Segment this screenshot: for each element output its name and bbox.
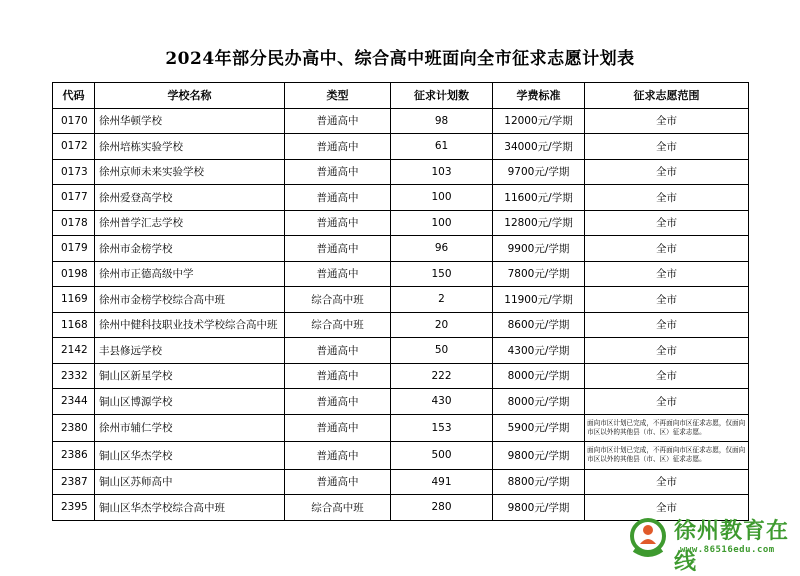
cell-fee: 4300元/学期 <box>493 338 585 364</box>
cell-code: 2380 <box>53 414 95 442</box>
cell-type: 普通高中 <box>285 414 391 442</box>
cell-fee: 9800元/学期 <box>493 442 585 470</box>
table-row <box>53 210 749 236</box>
cell-code: 0173 <box>53 159 95 185</box>
cell-type: 普通高中 <box>285 442 391 470</box>
cell-type: 普通高中 <box>285 389 391 415</box>
cell-school-name: 徐州市正德高级中学 <box>95 261 285 287</box>
cell-type: 综合高中班 <box>285 312 391 338</box>
cell-school-name: 徐州市辅仁学校 <box>95 414 285 442</box>
cell-code: 2142 <box>53 338 95 364</box>
cell-code: 0172 <box>53 134 95 160</box>
cell-school-name: 徐州华顿学校 <box>95 108 285 134</box>
cell-school-name: 铜山区华杰学校 <box>95 442 285 470</box>
table-row <box>53 312 749 338</box>
cell-school-name: 徐州市金榜学校 <box>95 236 285 262</box>
cell-quota: 100 <box>391 210 493 236</box>
cell-quota: 2 <box>391 287 493 313</box>
cell-school-name: 铜山区华杰学校综合高中班 <box>95 495 285 521</box>
cell-scope: 面向市区计划已完成，不再面向市区征求志愿，仅面向市区以外的其他县（市、区）征求志愿。 <box>585 442 749 470</box>
cell-scope: 全市 <box>585 210 749 236</box>
cell-scope: 全市 <box>585 389 749 415</box>
cell-code: 0198 <box>53 261 95 287</box>
cell-code: 2344 <box>53 389 95 415</box>
cell-school-name: 铜山区新星学校 <box>95 363 285 389</box>
cell-quota: 20 <box>391 312 493 338</box>
cell-fee: 8600元/学期 <box>493 312 585 338</box>
cell-fee: 11600元/学期 <box>493 185 585 211</box>
table-header-row <box>53 83 749 109</box>
header-quota: 征求计划数 <box>391 83 493 109</box>
watermark-logo <box>626 512 800 575</box>
cell-code: 0178 <box>53 210 95 236</box>
cell-type: 综合高中班 <box>285 495 391 521</box>
cell-type: 普通高中 <box>285 261 391 287</box>
page-title: 2024年部分民办高中、综合高中班面向全市征求志愿计划表 <box>165 49 635 69</box>
cell-fee: 34000元/学期 <box>493 134 585 160</box>
table-row <box>53 287 749 313</box>
cell-scope: 全市 <box>585 312 749 338</box>
cell-code: 2395 <box>53 495 95 521</box>
watermark-url: www.86516edu.com <box>680 545 775 555</box>
cell-fee: 8000元/学期 <box>493 363 585 389</box>
cell-type: 综合高中班 <box>285 287 391 313</box>
cell-scope: 全市 <box>585 159 749 185</box>
table-row <box>53 236 749 262</box>
plan-table <box>52 82 749 521</box>
cell-fee: 12000元/学期 <box>493 108 585 134</box>
cell-fee: 9900元/学期 <box>493 236 585 262</box>
table-row <box>53 108 749 134</box>
cell-scope: 全市 <box>585 185 749 211</box>
table-row <box>53 134 749 160</box>
header-scope: 征求志愿范围 <box>585 83 749 109</box>
cell-scope: 全市 <box>585 287 749 313</box>
header-code: 代码 <box>53 83 95 109</box>
header-type: 类型 <box>285 83 391 109</box>
cell-quota: 430 <box>391 389 493 415</box>
table-row <box>53 389 749 415</box>
cell-type: 普通高中 <box>285 363 391 389</box>
cell-quota: 98 <box>391 108 493 134</box>
cell-type: 普通高中 <box>285 338 391 364</box>
cell-type: 普通高中 <box>285 185 391 211</box>
cell-fee: 5900元/学期 <box>493 414 585 442</box>
cell-school-name: 铜山区博源学校 <box>95 389 285 415</box>
cell-fee: 11900元/学期 <box>493 287 585 313</box>
cell-quota: 50 <box>391 338 493 364</box>
cell-fee: 9800元/学期 <box>493 495 585 521</box>
cell-scope: 全市 <box>585 469 749 495</box>
cell-scope: 全市 <box>585 261 749 287</box>
table-row <box>53 363 749 389</box>
cell-type: 普通高中 <box>285 236 391 262</box>
cell-code: 0170 <box>53 108 95 134</box>
header-school-name: 学校名称 <box>95 83 285 109</box>
cell-code: 0179 <box>53 236 95 262</box>
table-row <box>53 338 749 364</box>
cell-fee: 9700元/学期 <box>493 159 585 185</box>
table-row <box>53 159 749 185</box>
cell-fee: 8800元/学期 <box>493 469 585 495</box>
table-row <box>53 261 749 287</box>
cell-school-name: 徐州市金榜学校综合高中班 <box>95 287 285 313</box>
cell-type: 普通高中 <box>285 210 391 236</box>
cell-scope: 全市 <box>585 134 749 160</box>
cell-school-name: 丰县修远学校 <box>95 338 285 364</box>
table-body <box>53 108 749 520</box>
cell-quota: 222 <box>391 363 493 389</box>
cell-fee: 7800元/学期 <box>493 261 585 287</box>
cell-scope: 面向市区计划已完成，不再面向市区征求志愿，仅面向市区以外的其他县（市、区）征求志愿。 <box>585 414 749 442</box>
logo-icon <box>626 516 670 560</box>
cell-type: 普通高中 <box>285 134 391 160</box>
cell-code: 2332 <box>53 363 95 389</box>
cell-scope: 全市 <box>585 338 749 364</box>
cell-school-name: 徐州中健科技职业技术学校综合高中班 <box>95 312 285 338</box>
table-row <box>53 414 749 442</box>
cell-quota: 500 <box>391 442 493 470</box>
cell-scope: 全市 <box>585 363 749 389</box>
cell-quota: 96 <box>391 236 493 262</box>
cell-fee: 12800元/学期 <box>493 210 585 236</box>
cell-type: 普通高中 <box>285 159 391 185</box>
cell-code: 2386 <box>53 442 95 470</box>
header-fee: 学费标准 <box>493 83 585 109</box>
table-row <box>53 185 749 211</box>
cell-school-name: 徐州爱登高学校 <box>95 185 285 211</box>
cell-fee: 8000元/学期 <box>493 389 585 415</box>
cell-quota: 150 <box>391 261 493 287</box>
cell-code: 2387 <box>53 469 95 495</box>
cell-school-name: 徐州京师未来实验学校 <box>95 159 285 185</box>
cell-type: 普通高中 <box>285 108 391 134</box>
watermark-text: 徐州教育在线 <box>674 519 790 575</box>
cell-quota: 153 <box>391 414 493 442</box>
table-row <box>53 442 749 470</box>
cell-code: 1169 <box>53 287 95 313</box>
table-row <box>53 469 749 495</box>
cell-quota: 280 <box>391 495 493 521</box>
cell-quota: 491 <box>391 469 493 495</box>
cell-school-name: 徐州培栋实验学校 <box>95 134 285 160</box>
cell-quota: 103 <box>391 159 493 185</box>
cell-school-name: 铜山区苏师高中 <box>95 469 285 495</box>
cell-quota: 61 <box>391 134 493 160</box>
cell-code: 0177 <box>53 185 95 211</box>
cell-scope: 全市 <box>585 495 749 521</box>
cell-quota: 100 <box>391 185 493 211</box>
cell-school-name: 徐州普学汇志学校 <box>95 210 285 236</box>
cell-code: 1168 <box>53 312 95 338</box>
cell-scope: 全市 <box>585 108 749 134</box>
cell-scope: 全市 <box>585 236 749 262</box>
cell-type: 普通高中 <box>285 469 391 495</box>
